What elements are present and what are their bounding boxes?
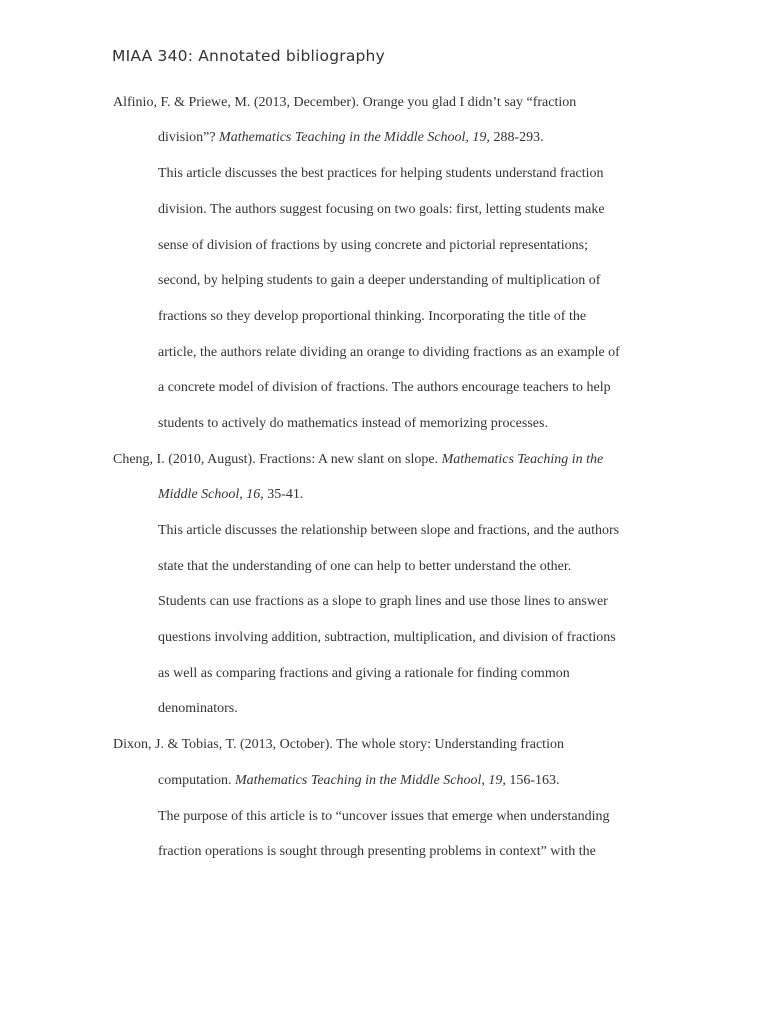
annotation-line: fraction operations is sought through presenting problems in context” with the <box>158 844 596 859</box>
annotation-line: The purpose of this article is to “uncover issues that emerge when understanding <box>158 809 610 824</box>
citation-text: computation. <box>158 773 235 788</box>
citation-line <box>158 772 560 790</box>
citation-text: Cheng, I. (2010, August). Fractions: A new slant on slope. <box>113 452 442 467</box>
annotation-line: article, the authors relate dividing an orange to dividing fractions as an example of <box>158 345 620 360</box>
annotation-line: Students can use fractions as a slope to graph lines and use those lines to answer <box>158 594 608 609</box>
annotation-line: a concrete model of division of fractions. The authors encourage teachers to help <box>158 380 611 395</box>
annotation-line: fractions so they develop proportional thinking. Incorporating the title of the <box>158 309 587 324</box>
citation-pages: 288-293. <box>489 130 544 145</box>
annotation-line: sense of division of fractions by using concrete and pictorial representations; <box>158 238 588 253</box>
citation-line <box>158 486 303 504</box>
annotation-line: questions involving addition, subtraction, multiplication, and division of fractions <box>158 630 616 645</box>
citation-line: Dixon, J. & Tobias, T. (2013, October). The whole story: Understanding fraction <box>113 737 564 752</box>
annotation-line: This article discusses the relationship between slope and fractions, and the authors <box>158 523 620 538</box>
citation-line: Alfinio, F. & Priewe, M. (2013, December). Orange you glad I didn’t say “fraction <box>113 95 577 110</box>
citation-line <box>158 129 544 147</box>
annotation-line: students to actively do mathematics instead of memorizing processes. <box>158 416 548 431</box>
annotation-line: second, by helping students to gain a deeper understanding of multiplication of <box>158 273 601 288</box>
journal-title: Mathematics Teaching in the Middle School, 19, <box>235 773 506 788</box>
annotation-line: as well as comparing fractions and giving a rationale for finding common <box>158 666 570 681</box>
page-header-title: MIAA 340: Annotated bibliography <box>112 47 385 65</box>
journal-title: Middle School, 16, <box>158 487 264 502</box>
citation-pages: 156-163. <box>505 773 560 788</box>
annotation-line: division. The authors suggest focusing on two goals: first, letting students make <box>158 202 605 217</box>
annotation-line: This article discusses the best practices for helping students understand fraction <box>158 166 604 181</box>
journal-title: Mathematics Teaching in the Middle School, 19, <box>219 130 490 145</box>
annotation-line: state that the understanding of one can help to better understand the other. <box>158 559 572 574</box>
journal-title: Mathematics Teaching in the <box>441 452 604 467</box>
citation-pages: 35-41. <box>263 487 304 502</box>
citation-text: division”? <box>158 130 220 145</box>
annotation-line: denominators. <box>158 701 238 716</box>
citation-line <box>113 451 603 469</box>
